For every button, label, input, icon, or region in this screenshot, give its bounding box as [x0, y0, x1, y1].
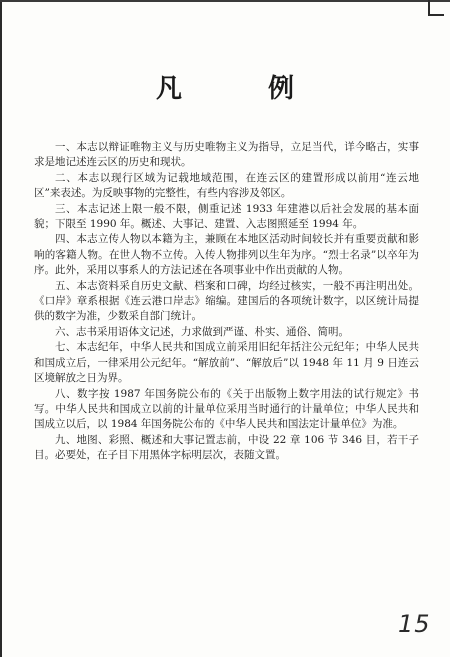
scan-edge-top	[0, 0, 450, 2]
page-number: 15	[398, 610, 431, 638]
paragraph-1: 一、本志以辩证唯物主义与历史唯物主义为指导，立足当代，详今略古，实事求是地记述连云区的历史和现状。	[34, 141, 419, 169]
paragraph-6: 六、志书采用语体文记述，力求做到严谨、朴实、通俗、简明。	[55, 325, 349, 338]
scan-corner-mark	[428, 0, 444, 16]
page-title: 凡 例	[155, 74, 324, 104]
paragraph-2: 二、本志以现行区域为记载地域范围，在连云区的建置形成以前用“连云地区”来表述。为反映事物的完整性，有些内容涉及邻区。	[34, 171, 419, 200]
body-text	[34, 140, 419, 464]
paragraph-5: 五、本志资料采自历史文献、档案和口碑，均经过核实，一般不再注明出处。《口岸》章系根据《连云港口岸志》缩编。建国后的各项统计数字，以区统计局提供的数字为准，少数采自部门统计。	[34, 279, 419, 323]
paragraph-4: 四、本志立传人物以本籍为主，兼顾在本地区活动时间较长并有重要贡献和影响的客籍人物。在世人物不立传。入传人物排列以生年为序。“烈士名录”以卒年为序。此外，采用以事系人的方法记述在各项事业中作出贡献的人物。	[34, 233, 419, 277]
paragraph-3: 三、本志记述上限一般不限，侧重记述 1933 年建港以后社会发展的基本面貌；下限至 1990 年。概述、大事记、建置、入志图照延至 1994 年。	[34, 202, 419, 231]
paragraph-8: 八、数字按 1987 年国务院公布的《关于出版物上数字用法的试行规定》书写。中华人民共和国成立以前的计量单位采用当时通行的计量单位；中华人民共和国成立以后，以 1984 年国务院公布的《中华人民共和国法定计量单位》为准。	[34, 387, 419, 431]
paragraph-7: 七、本志纪年，中华人民共和国成立前采用旧纪年括注公元纪年；中华人民共和国成立后，一律采用公元纪年。“解放前”、“解放后”以 1948 年 11 月 9 日连云区境解放之日为界。	[34, 341, 419, 385]
paragraph-9: 九、地图、彩照、概述和大事记置志前，中设 22 章 106 节 346 目，若干子目。必要处，在子目下用黑体字标明层次，表随文置。	[34, 433, 419, 462]
